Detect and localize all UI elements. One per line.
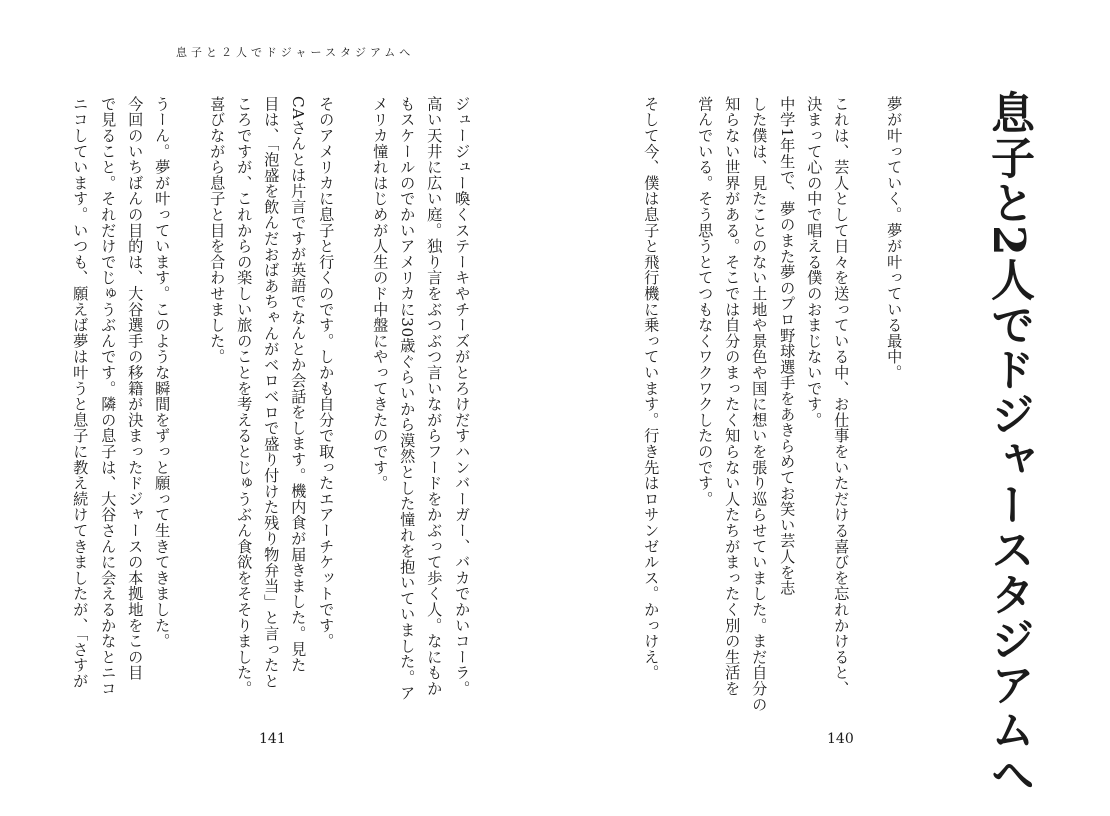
body-line: そして今、僕は息子と飛行機に乗っています。行き先はロサンゼルス。かっけえ。 [642, 96, 661, 681]
running-header: 息子と２人でドジャースタジアムへ [176, 46, 415, 59]
body-line: 営んでいる。そう思うとてつもなくワクワクしたのです。 [696, 96, 715, 507]
body-line: ジュージュー喚くステーキやチーズがとろけだすハンバーガー、バカでかいコーラ。 [453, 96, 472, 697]
page-number: 141 [259, 731, 286, 747]
body-line: で見ること。それだけでじゅうぶんです。隣の息子は、大谷さんに会えるかなとニコ [99, 96, 118, 697]
body-line: メリカ憧れはじめが人生のド中盤にやってきたのです。 [371, 96, 390, 491]
body-line: これは、芸人として日々を送っている中、お仕事をいただける喜びを忘れかけると、 [832, 96, 851, 697]
body-line: 決まって心の中で唱える僕のおまじないです。 [805, 96, 824, 428]
body-line: そのアメリカに息子と行くのです。しかも自分で取ったエアーチケットです。 [317, 96, 336, 649]
body-line: 目は、「泡盛を飲んだおばあちゃんがベロベロで盛り付けた残り物弁当」と言ったと [262, 96, 281, 689]
chapter-title: 息子と2人でドジャースタジアムへ [983, 90, 1034, 797]
body-line: した僕は、見たことのない土地や景色や国に想いを張り巡らせていました。まだ自分の [750, 96, 769, 713]
body-line: 中学1年生で、夢のまた夢のプロ野球選手をあきらめてお笑い芸人を志 [778, 96, 797, 597]
body-line: ニコしています。いつも、願えば夢は叶うと息子に教え続けてきましたが、「さすが [71, 96, 90, 689]
body-line: 高い天井に広い庭。独り言をぶつぶつ言いながらフードをかぶって歩く人。なにもか [425, 96, 444, 697]
body-line: 喜びながら息子と目を合わせました。 [208, 96, 227, 365]
body-line: 夢が叶っていく。夢が叶っている最中。 [885, 96, 904, 381]
body-line: ころですが、これからの楽しい旅のことを考えるとじゅうぶん食欲をそそりました。 [235, 96, 254, 697]
body-line: 今回のいちばんの目的は、大谷選手の移籍が決まったドジャースの本拠地をこの目 [126, 96, 145, 681]
right-page [555, 0, 1110, 816]
body-line: CAさんとは片言ですが英語でなんとか会話をします。機内食が届きました。見た [289, 96, 308, 673]
body-line: 知らない世界がある。そこでは自分のまったく知らない人たちがまったく別の生活を [723, 96, 742, 697]
body-line: もスケールのでかいアメリカに30歳ぐらいから漠然とした憧れを抱いていました。ア [398, 96, 417, 702]
body-line: うーん。夢が叶っています。このような瞬間をずっと願って生きてきました。 [153, 96, 172, 649]
page-number: 140 [827, 731, 854, 747]
